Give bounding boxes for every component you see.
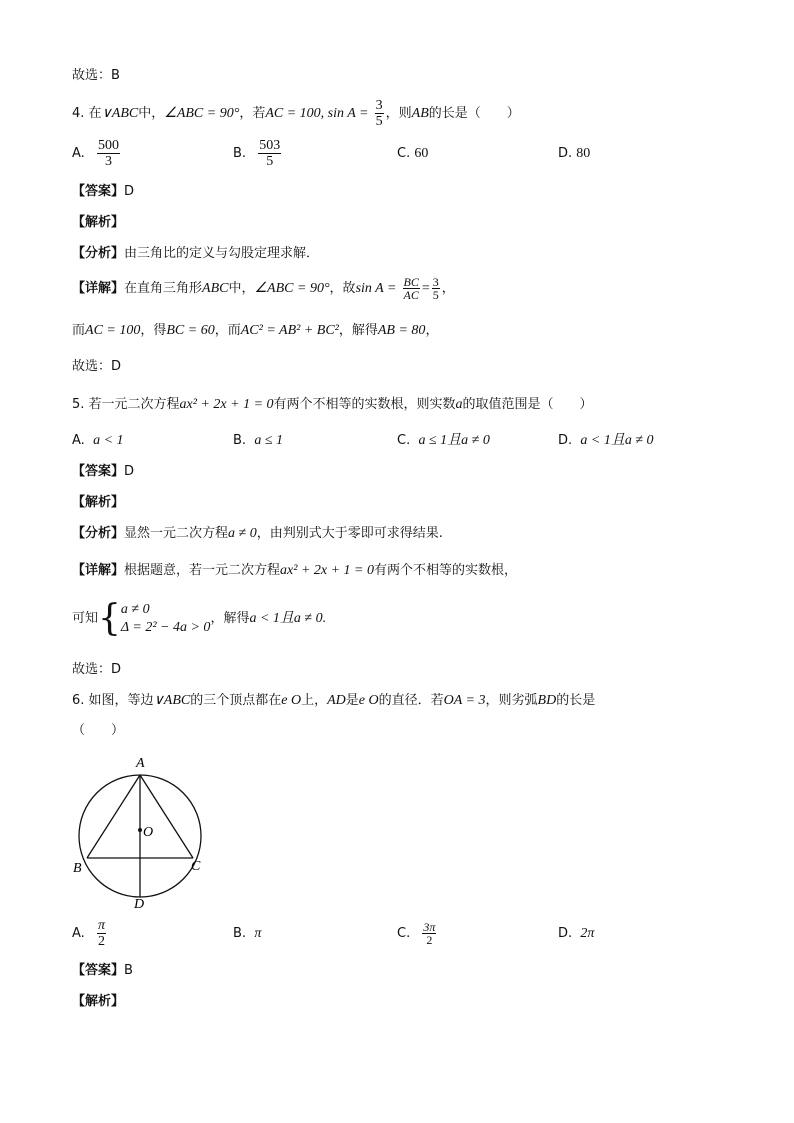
equation-system — [121, 601, 211, 637]
stem-equation: ax² + 2x + 1 = 0 — [179, 397, 274, 412]
detail-text: 中， — [228, 281, 255, 296]
q4-triangle: ∨ABC — [101, 106, 139, 121]
stem-math: BD — [537, 693, 557, 708]
detail-math: AC = 100 — [85, 323, 141, 338]
system-line-1: a ≠ 0 — [120, 601, 150, 617]
q4-analysis-tag: 【解析】 — [72, 215, 125, 230]
stem-text: 的三个顶点都在 — [190, 693, 282, 708]
frac-num: 500 — [97, 138, 119, 153]
detail-math: ax² + 2x + 1 = 0 — [280, 563, 374, 578]
q4-text: ，则 — [385, 106, 412, 121]
frac-den: 5 — [432, 288, 439, 302]
q6-stem — [72, 692, 595, 710]
q4-detail-line1 — [72, 270, 455, 308]
detail-text: 根据题意，若一元二次方程 — [124, 563, 281, 578]
option-label: B. — [233, 146, 247, 161]
q4-text: ，若 — [239, 106, 266, 121]
q4-angle: ∠ABC = 90° — [164, 106, 240, 121]
stem-math: ∨ABC — [153, 693, 191, 708]
frac-num: π — [97, 918, 105, 933]
label-o: O — [143, 825, 154, 840]
detail-math: ABC — [202, 281, 229, 296]
answer-value: D — [124, 464, 135, 479]
frac-num: 3 — [432, 275, 439, 289]
detail-math: ∠ABC = 90° — [254, 281, 330, 296]
q4-stem-prefix: 4. 在 — [72, 106, 102, 121]
frac-num: BC — [403, 275, 419, 289]
frac-den: 2 — [426, 933, 433, 947]
option-label: D. — [558, 433, 573, 448]
answer-tag: 【答案】 — [72, 963, 125, 978]
q4-option-d — [558, 145, 590, 163]
option-label: D. — [558, 926, 573, 941]
q5-option-b — [233, 432, 283, 450]
stem-text: 有两个不相等的实数根，则实数 — [273, 397, 456, 412]
option-fraction — [97, 918, 106, 949]
q4-final: 故选：D — [72, 359, 122, 374]
answer-tag: 【答案】 — [72, 464, 125, 479]
stem-math: OA = 3 — [443, 693, 486, 708]
q5-option-a — [72, 432, 124, 450]
detail-text: 可知 — [72, 611, 99, 626]
fenxi-text: 由三角比的定义与勾股定理求解． — [124, 246, 320, 261]
option-value: 80 — [576, 146, 591, 161]
q5-option-c — [397, 432, 490, 450]
q5-final: 故选：D — [72, 662, 122, 677]
q4-answer — [72, 183, 134, 201]
frac-num: 3π — [423, 920, 436, 934]
label-b: B — [73, 861, 82, 876]
fenxi-tag: 【分析】 — [72, 246, 125, 261]
q4-option-a — [72, 136, 122, 172]
option-label: B. — [233, 433, 247, 448]
fenxi-math: a ≠ 0 — [228, 526, 257, 541]
detail-text: 有两个不相等的实数根， — [374, 563, 518, 578]
stem-text: 的长是 — [556, 693, 596, 708]
q6-paren: （ ） — [72, 723, 125, 738]
option-value: a ≤ 1 — [254, 433, 284, 448]
q6-option-a — [72, 916, 108, 952]
frac-den: 3 — [104, 154, 112, 169]
option-fraction — [422, 921, 436, 946]
stem-math: e O — [281, 693, 302, 708]
stem-text: 5. 若一元二次方程 — [72, 397, 180, 412]
option-value: a < 1 — [93, 433, 124, 448]
q4-fenxi — [72, 245, 319, 263]
option-value: 2π — [580, 926, 595, 941]
q6-answer — [72, 962, 133, 980]
detail-text: 在直角三角形 — [124, 281, 203, 296]
detail-text: ，故 — [329, 281, 356, 296]
option-label: A. — [72, 146, 85, 161]
fenxi-text: ，由判别式大于零即可求得结果. — [256, 526, 443, 541]
stem-text: 是 — [345, 693, 359, 708]
stem-text: 上， — [301, 693, 328, 708]
detail-text: ，得 — [140, 323, 167, 338]
option-label: C. — [397, 926, 411, 941]
segment-ac — [140, 775, 193, 858]
label-c: C — [191, 859, 201, 874]
detail-tag: 【详解】 — [72, 281, 125, 296]
q4-ab: AB — [411, 106, 429, 121]
q5-detail — [72, 562, 517, 580]
detail-text: ，解得 — [210, 611, 250, 626]
stem-math: e O — [358, 693, 379, 708]
detail-text: ， — [425, 323, 439, 338]
detail-text: ， — [441, 281, 455, 296]
q5-analysis-tag: 【解析】 — [72, 495, 125, 510]
stem-text: 6. 如图，等边 — [72, 693, 154, 708]
center-point — [138, 828, 142, 832]
q4-option-c — [397, 145, 428, 163]
answer-tag: 【答案】 — [72, 184, 125, 199]
detail-text: ，而 — [214, 323, 241, 338]
option-label: A. — [72, 926, 85, 941]
option-label: C. — [397, 146, 411, 161]
option-fraction — [258, 138, 281, 169]
stem-text: 的取值范围是（ ） — [462, 397, 593, 412]
detail-tag: 【详解】 — [72, 563, 125, 578]
frac-den: 2 — [97, 934, 105, 949]
q4-fraction — [375, 98, 384, 129]
left-brace-icon: { — [98, 597, 121, 639]
detail-text: ，解得 — [338, 323, 378, 338]
stem-text: 的直径．若 — [378, 693, 444, 708]
q5-fenxi — [72, 525, 443, 543]
system-line-2: Δ = 2² − 4a > 0 — [120, 619, 211, 635]
detail-fraction — [403, 276, 420, 301]
fenxi-text: 显然一元二次方程 — [124, 526, 229, 541]
q4-frac-num: 3 — [375, 98, 383, 113]
segment-ab — [87, 775, 140, 858]
q3-answer-line: 故选：B — [72, 68, 120, 83]
detail-fraction — [432, 276, 440, 301]
fenxi-tag: 【分析】 — [72, 526, 125, 541]
detail-math: a < 1且a ≠ 0. — [249, 611, 327, 626]
q6-option-c — [397, 916, 438, 952]
q4-frac-den: 5 — [375, 114, 383, 129]
detail-text: 而 — [72, 323, 86, 338]
q5-answer — [72, 463, 134, 481]
option-value: a ≤ 1且a ≠ 0 — [418, 433, 490, 448]
stem-var: a — [455, 397, 463, 412]
answer-value: B — [124, 963, 133, 978]
q4-stem-suffix: 的长是（ ） — [428, 106, 520, 121]
q6-option-b — [233, 925, 261, 943]
q5-system — [72, 599, 326, 639]
detail-math: sin A = — [355, 281, 397, 296]
q6-figure — [70, 752, 220, 912]
q6-option-d — [558, 925, 594, 943]
frac-den: 5 — [266, 154, 274, 169]
label-a: A — [136, 756, 145, 771]
frac-num: 503 — [259, 138, 281, 153]
detail-math: AB = 80 — [377, 323, 426, 338]
option-label: C. — [397, 433, 411, 448]
frac-den: AC — [403, 288, 419, 302]
q4-option-b — [233, 136, 283, 172]
q4-condition: AC = 100, sin A = — [265, 106, 369, 121]
detail-math: AC² = AB² + BC² — [240, 323, 339, 338]
option-value: a < 1且a ≠ 0 — [580, 433, 654, 448]
option-value: π — [254, 926, 262, 941]
stem-math: AD — [327, 693, 346, 708]
detail-math: = — [421, 281, 430, 296]
label-d: D — [134, 897, 145, 912]
q4-detail-line2 — [72, 322, 438, 340]
q4-stem — [72, 98, 520, 130]
option-label: B. — [233, 926, 247, 941]
q4-text: 中， — [138, 106, 165, 121]
q6-analysis-tag: 【解析】 — [72, 994, 125, 1009]
option-label: D. — [558, 146, 573, 161]
option-label: A. — [72, 433, 85, 448]
detail-math: BC = 60 — [166, 323, 215, 338]
q5-option-d — [558, 432, 654, 450]
answer-value: D — [124, 184, 135, 199]
option-value: 60 — [414, 146, 429, 161]
stem-text: ，则劣弧 — [485, 693, 538, 708]
option-fraction — [97, 138, 120, 169]
q5-stem — [72, 396, 593, 414]
